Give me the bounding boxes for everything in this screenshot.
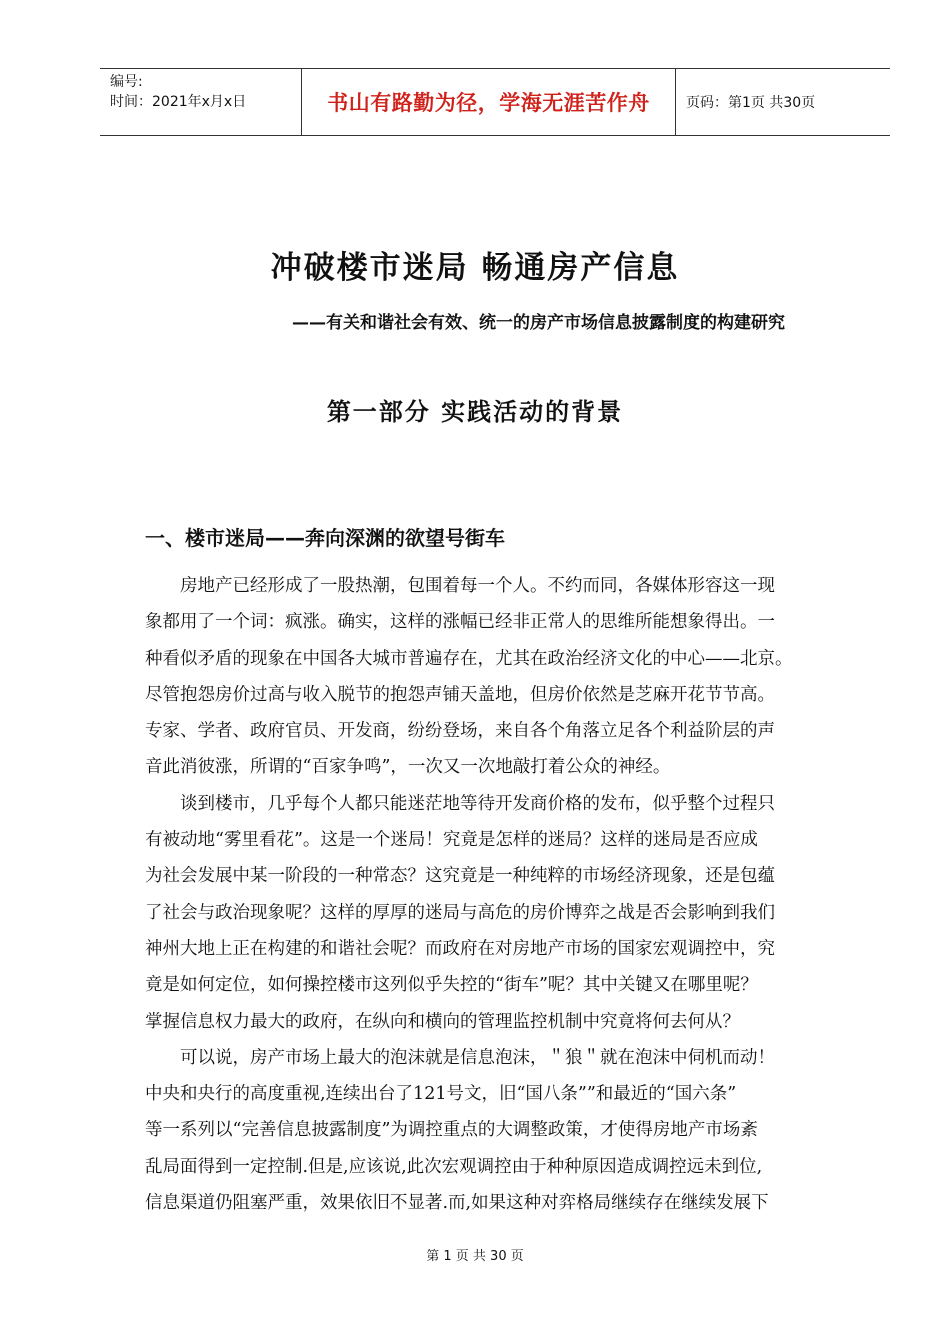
body-line: 神州大地上正在构建的和谐社会呢？而政府在对房地产市场的国家宏观调控中，究 xyxy=(145,938,775,959)
time-label: 时间：2021年x月x日 xyxy=(110,94,247,110)
body-line: 中央和央行的高度重视,连续出台了121号文，旧“国八条””和最近的“国六条” xyxy=(145,1084,737,1105)
body-text xyxy=(145,568,860,1221)
body-line: 种看似矛盾的现象在中国各大城市普遍存在，尤其在政治经济文化的中心——北京。 xyxy=(145,648,793,669)
body-line: 等一系列以“完善信息披露制度”为调控重点的大调整政策，才使得房地产市场紊 xyxy=(145,1120,758,1141)
body-line: 专家、学者、政府官员、开发商，纷纷登场，来自各个角落立足各个利益阶层的声 xyxy=(145,721,775,742)
section-heading: 一、楼市迷局——奔向深渊的欲望号街车 xyxy=(145,526,505,550)
body-line: 象都用了一个词：疯涨。确实，这样的涨幅已经非正常人的思维所能想象得出。一 xyxy=(145,612,775,633)
body-line: 尽管抱怨房价过高与收入脱节的抱怨声铺天盖地，但房价依然是芝麻开花节节高。 xyxy=(145,684,775,705)
header-meta xyxy=(100,69,302,135)
number-label: 编号: xyxy=(110,74,143,90)
page-footer: 第 1 页 共 30 页 xyxy=(426,1249,524,1264)
body-line: 音此消彼涨，所谓的“百家争鸣”，一次又一次地敲打着公众的神经。 xyxy=(145,757,671,778)
header-motto: 书山有路勤为径，学海无涯苦作舟 xyxy=(302,69,676,135)
body-line: 为社会发展中某一阶段的一种常态？这究竟是一种纯粹的市场经济现象，还是包蕴 xyxy=(145,866,775,887)
document-title: 冲破楼市迷局 畅通房产信息 xyxy=(270,250,680,286)
page-header xyxy=(100,68,890,136)
body-line: 谈到楼市，几乎每个人都只能迷茫地等待开发商价格的发布，似乎整个过程只 xyxy=(145,793,775,814)
body-line: 了社会与政治现象呢？这样的厚厚的迷局与高危的房价博弈之战是否会影响到我们 xyxy=(145,902,775,923)
part-heading: 第一部分 实践活动的背景 xyxy=(326,398,624,426)
body-line: 掌握信息权力最大的政府，在纵向和横向的管理监控机制中究竟将何去何从？ xyxy=(145,1011,740,1032)
document-subtitle: ——有关和谐社会有效、统一的房产市场信息披露制度的构建研究 xyxy=(292,313,785,333)
body-line: 竟是如何定位，如何操控楼市这列似乎失控的“街车”呢？其中关键又在哪里呢？ xyxy=(145,975,758,996)
body-line: 有被动地“雾里看花”。这是一个迷局！究竟是怎样的迷局？这样的迷局是否应成 xyxy=(145,830,758,851)
header-page-info: 页码：第1页 共30页 xyxy=(686,95,816,111)
body-line: 乱局面得到一定控制.但是,应该说,此次宏观调控由于种种原因造成调控远未到位, xyxy=(145,1156,763,1177)
body-line: 可以说，房产市场上最大的泡沫就是信息泡沫，＂狼＂就在泡沫中伺机而动！ xyxy=(145,1047,775,1068)
body-line: 信息渠道仍阻塞严重，效果依旧不显著.而,如果这种对弈格局继续存在继续发展下 xyxy=(145,1193,769,1214)
body-line: 房地产已经形成了一股热潮，包围着每一个人。不约而同，各媒体形容这一现 xyxy=(145,576,775,596)
